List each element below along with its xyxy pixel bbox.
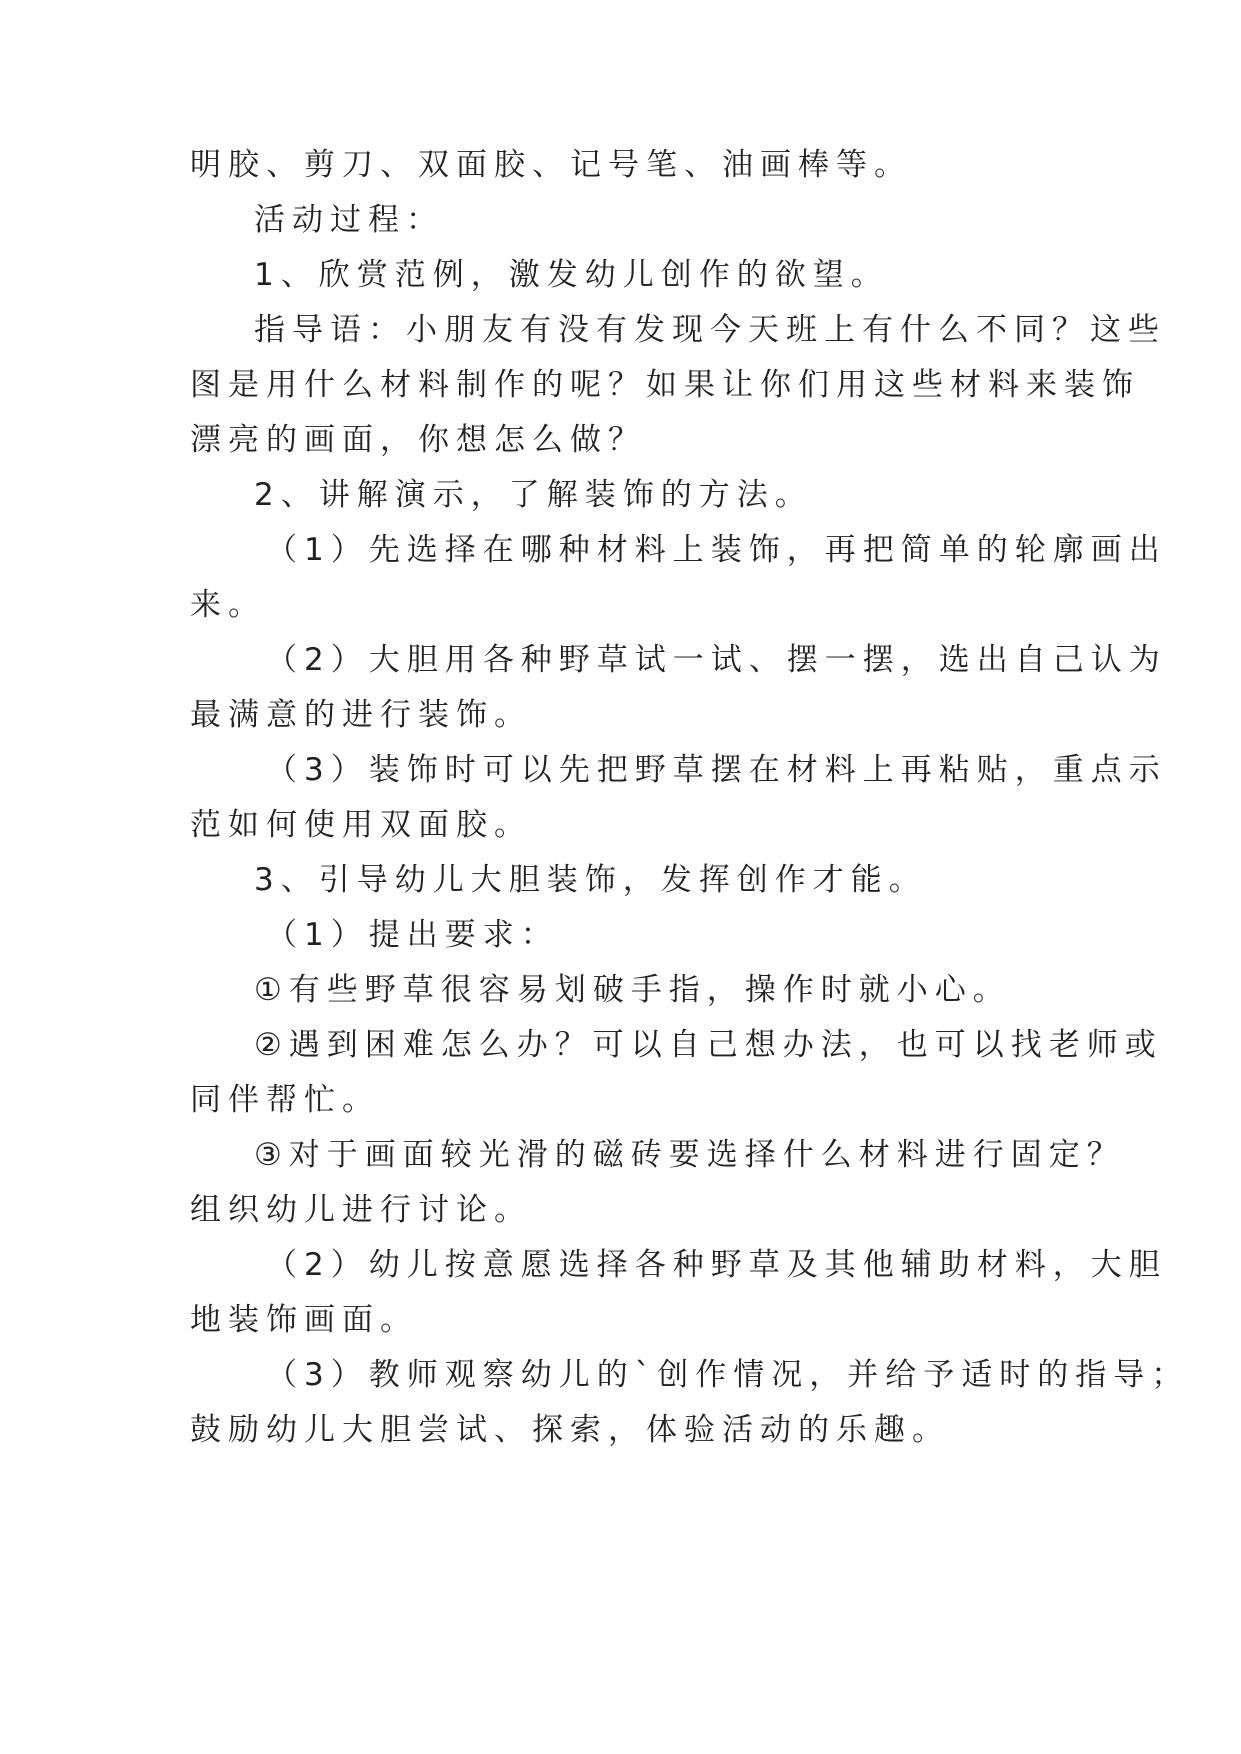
text-line: 指导语：小朋友有没有发现今天班上有什么不同？这些 <box>254 312 1166 348</box>
step-heading: 2、讲解演示，了解装饰的方法。 <box>254 477 813 513</box>
text-line: ②遇到困难怎么办？可以自己想办法，也可以找老师或 <box>254 1027 1163 1063</box>
text-line: 组织幼儿进行讨论。 <box>190 1192 532 1228</box>
text-line: ①有些野草很容易划破手指，操作时就小心。 <box>254 972 1011 1008</box>
text-line: 来。 <box>190 587 266 623</box>
text-line: （2）大胆用各种野草试一试、摆一摆，选出自己认为 <box>266 642 1167 678</box>
text-line: （3）教师观察幼儿的`创作情况，并给予适时的指导； <box>266 1357 1190 1393</box>
text-line: ③对于画面较光滑的磁砖要选择什么材料进行固定？ <box>254 1137 1125 1173</box>
section-heading: 活动过程： <box>254 202 444 238</box>
text-line: （3）装饰时可以先把野草摆在材料上再粘贴，重点示 <box>266 752 1167 788</box>
text-line: 同伴帮忙。 <box>190 1082 380 1118</box>
text-line: （1）提出要求： <box>266 917 559 953</box>
step-heading: 1、欣赏范例，激发幼儿创作的欲望。 <box>254 257 889 293</box>
step-heading: 3、引导幼儿大胆装饰，发挥创作才能。 <box>254 862 927 898</box>
text-line: （1）先选择在哪种材料上装饰，再把简单的轮廓画出 <box>266 532 1167 568</box>
text-line: 范如何使用双面胶。 <box>190 807 532 843</box>
text-line: 最满意的进行装饰。 <box>190 697 532 733</box>
text-line: 鼓励幼儿大胆尝试、探索，体验活动的乐趣。 <box>190 1412 950 1448</box>
text-line: 明胶、剪刀、双面胶、记号笔、油画棒等。 <box>190 147 912 183</box>
text-line: （2）幼儿按意愿选择各种野草及其他辅助材料，大胆 <box>266 1247 1167 1283</box>
text-line: 地装饰画面。 <box>190 1302 418 1338</box>
text-line: 漂亮的画面，你想怎么做？ <box>190 422 646 458</box>
text-line: 图是用什么材料制作的呢？如果让你们用这些材料来装饰 <box>190 367 1140 403</box>
